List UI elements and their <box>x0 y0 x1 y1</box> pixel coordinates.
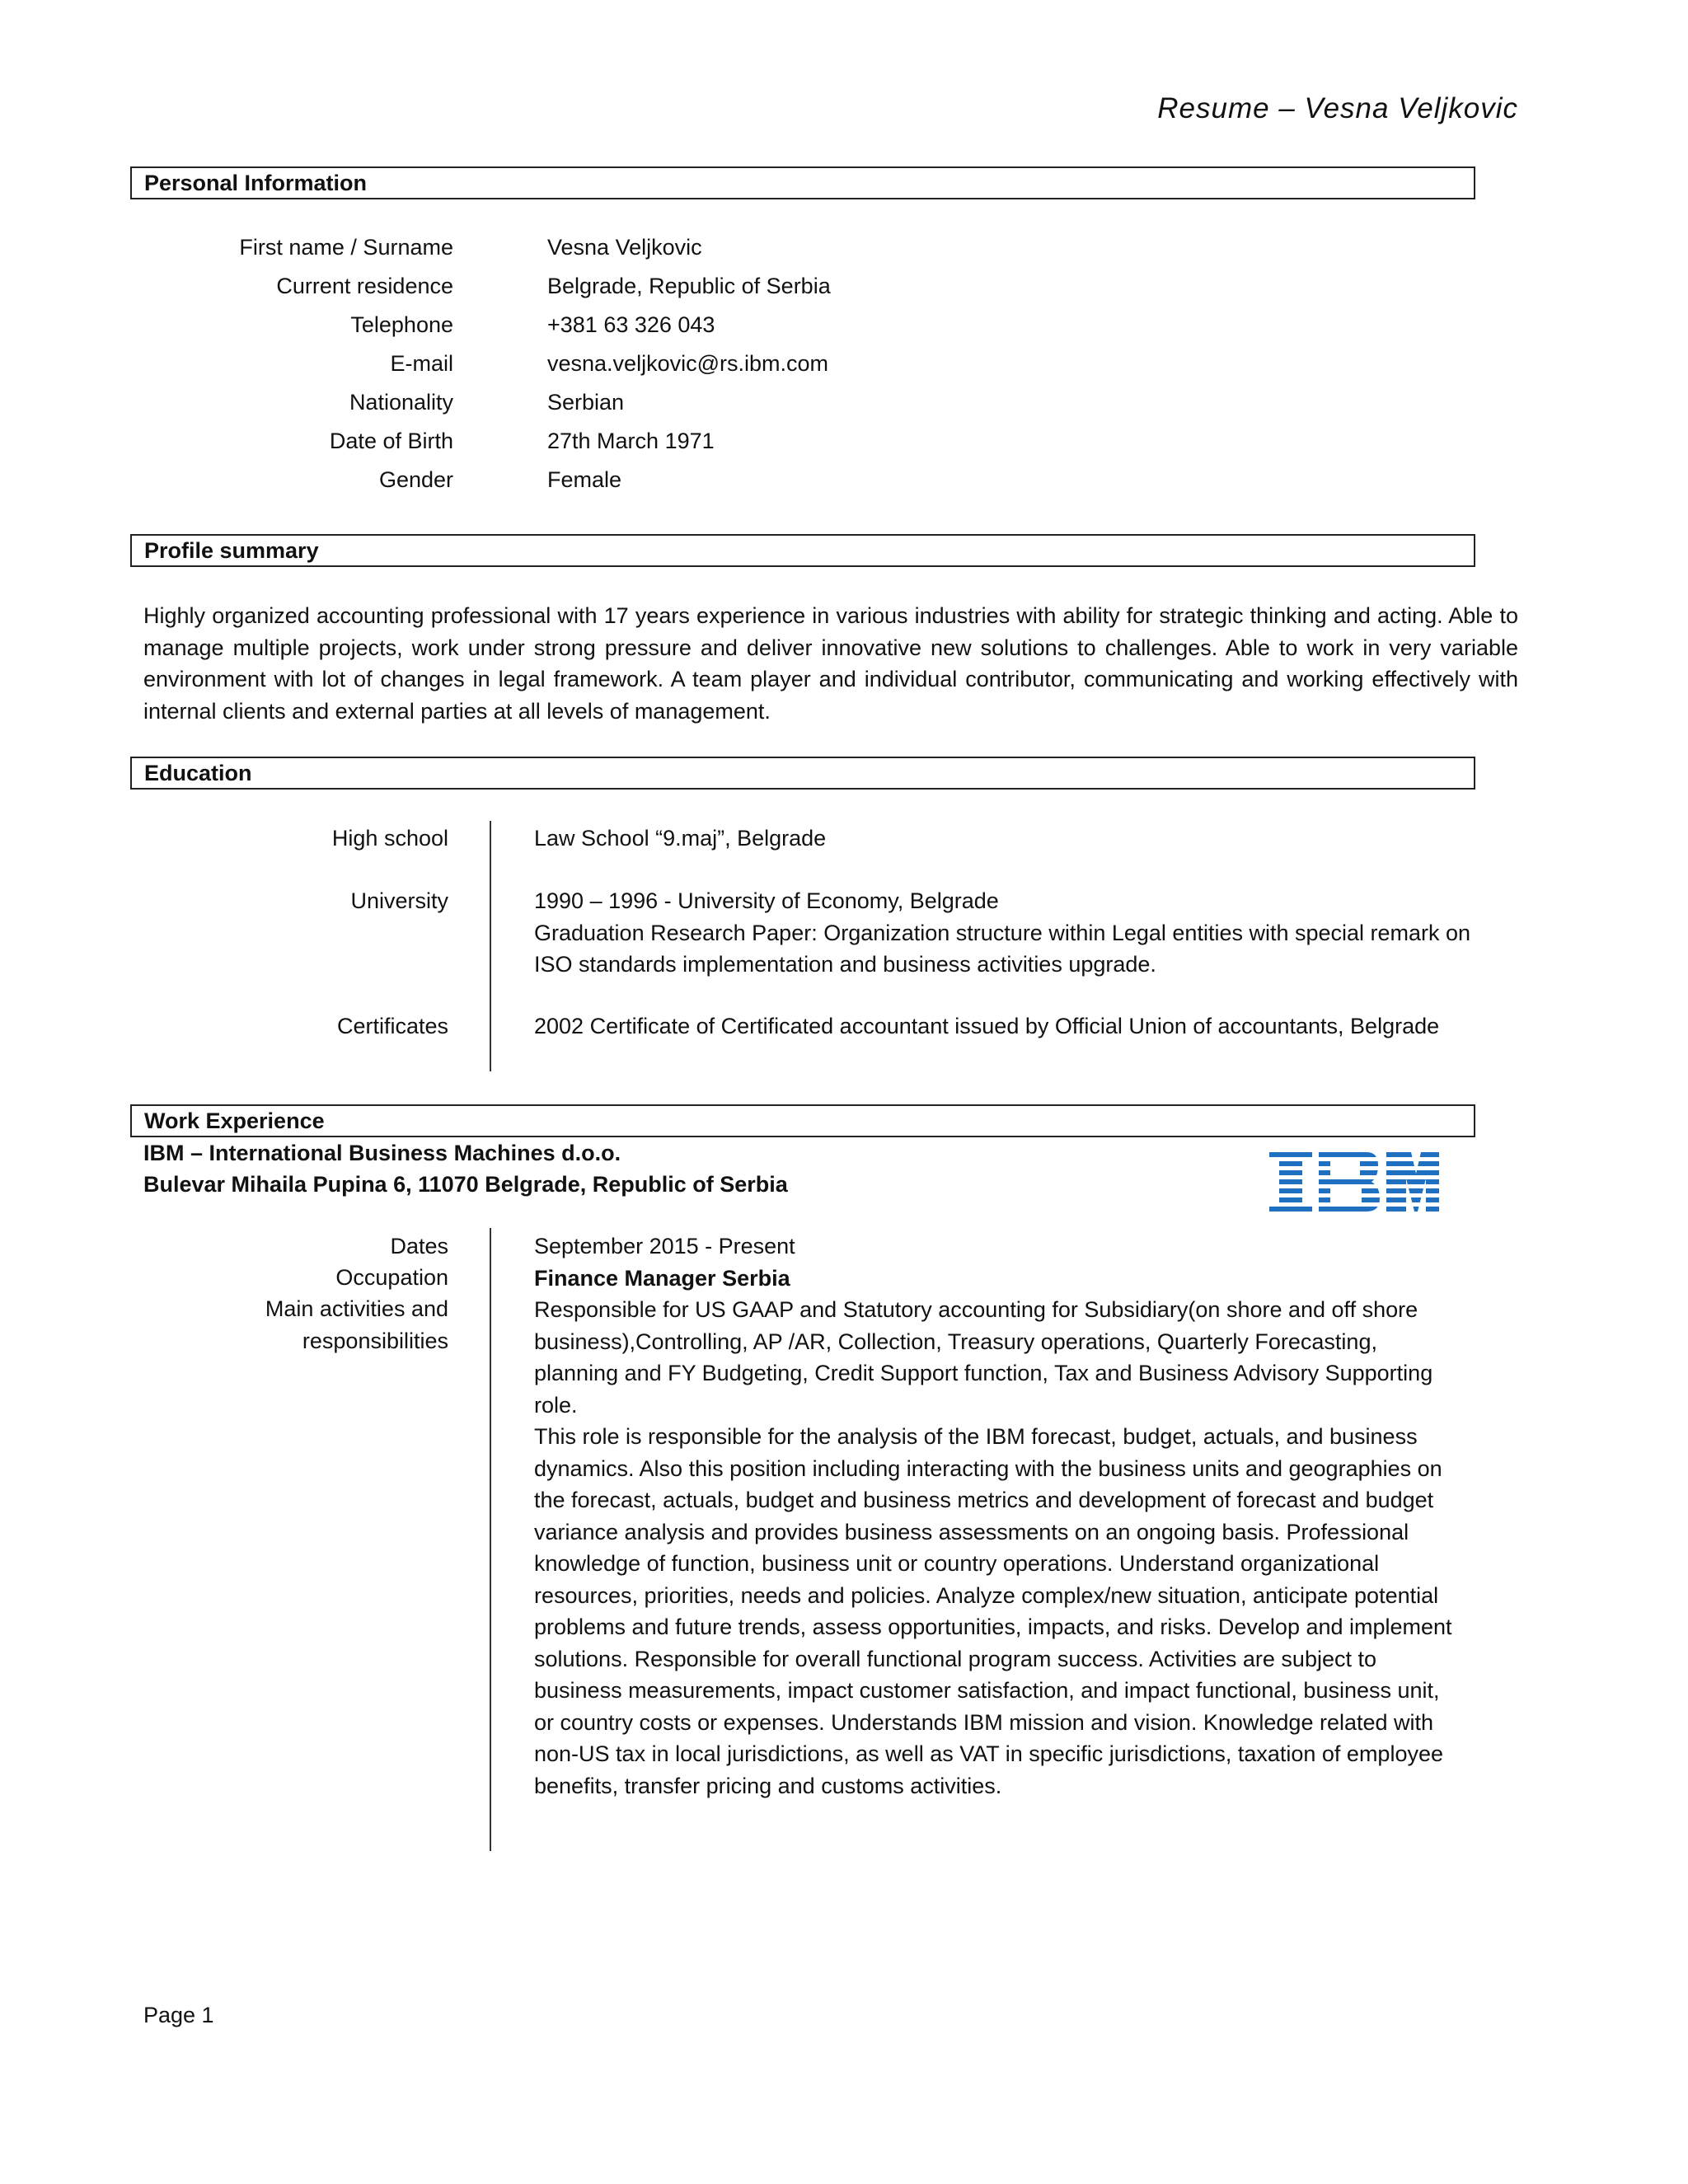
label-nationality: Nationality <box>349 390 453 415</box>
label-activities <box>148 1293 448 1357</box>
label-high-school: High school <box>331 826 448 851</box>
university-dates: 1990 – 1996 - University of Economy, Belgrade <box>534 888 999 913</box>
company-address: Bulevar Mihaila Pupina 6, 11070 Belgrade, Republic of Serbia <box>143 1172 788 1197</box>
profile-summary-text: Highly organized accounting professional with 17 years experience in various industries with ability for strategic thinking and acting. Able to manage multiple projects, work under strong pressure and deliver innovative new solutions to challenges. Able to work in very variable environment with lot of changes in legal framework. A team player and individual contributor, communicating and working effectively with internal clients and external parties at all levels of management. <box>143 603 1518 724</box>
university-paper: Graduation Research Paper: Organization structure within Legal entities with special remark on ISO standards implementation and business activities upgrade. <box>534 920 1471 977</box>
label-activities-text: Main activities and responsibilities <box>265 1296 448 1353</box>
label-dates: Dates <box>390 1234 448 1258</box>
value-dates: September 2015 - Present <box>534 1234 795 1258</box>
ibm-logo <box>1269 1152 1439 1216</box>
section-profile-summary: Profile summary <box>130 534 1475 567</box>
label-telephone: Telephone <box>350 312 453 337</box>
section-work-experience: Work Experience <box>130 1104 1475 1137</box>
label-university: University <box>350 888 448 913</box>
label-residence: Current residence <box>276 274 453 298</box>
label-name: First name / Surname <box>239 235 453 260</box>
section-education: Education <box>130 757 1475 790</box>
label-email: E-mail <box>390 351 453 376</box>
page-number: Page 1 <box>143 2003 214 2027</box>
value-gender: Female <box>547 467 622 492</box>
company-name: IBM – International Business Machines d.o.o. <box>143 1141 621 1165</box>
section-personal-information: Personal Information <box>130 166 1475 199</box>
value-residence: Belgrade, Republic of Serbia <box>547 274 831 298</box>
value-date-of-birth: 27th March 1971 <box>547 429 715 453</box>
label-occupation: Occupation <box>335 1265 448 1290</box>
activities-paragraph-1: Responsible for US GAAP and Statutory accounting for Subsidiary(on shore and off shore business),Controlling, AP /AR, Collection, Treasury operations, Quarterly Forecasting, planning and FY Budgeting, Credit Support function, Tax and Business Advisory Supporting role. <box>534 1297 1433 1418</box>
value-name: Vesna Veljkovic <box>547 235 702 260</box>
value-university <box>534 885 1490 981</box>
activities-paragraph-2: This role is responsible for the analysis of the IBM forecast, budget, actuals, and business dynamics. Also this position including interacting with the business units and geographies on the forecast, actuals, budget and business metrics and development of forecast and budget variance analysis and provides business assessments on an ongoing basis. Professional knowledge of function, business unit or country operations. Understand organizational resources, priorities, needs and policies. Analyze complex/new situation, anticipate potential problems and future trends, assess opportunities, impacts, and risks. Develop and implement solutions. Responsible for overall functional program success. Activities are subject to business measurements, impact customer satisfaction, and impact functional, business unit, or country costs or expenses. Understands IBM mission and vision. Knowledge related with non-US tax in local jurisdictions, as well as VAT in specific jurisdictions, taxation of employee benefits, transfer pricing and customs activities. <box>534 1424 1452 1798</box>
value-high-school: Law School “9.maj”, Belgrade <box>534 826 827 851</box>
value-telephone: +381 63 326 043 <box>547 312 715 337</box>
work-details <box>534 1230 1465 1802</box>
value-nationality: Serbian <box>547 390 625 415</box>
value-occupation: Finance Manager Serbia <box>534 1265 790 1291</box>
education-divider <box>490 821 491 1071</box>
label-gender: Gender <box>378 467 453 492</box>
value-email: vesna.veljkovic@rs.ibm.com <box>547 351 828 376</box>
work-divider <box>490 1228 491 1851</box>
label-certificates: Certificates <box>336 1014 448 1038</box>
value-certificates: 2002 Certificate of Certificated accountant issued by Official Union of accountants, Belgrade <box>534 1014 1440 1038</box>
resume-title: Resume – Vesna Veljkovic <box>1157 92 1518 124</box>
label-date-of-birth: Date of Birth <box>329 429 453 453</box>
